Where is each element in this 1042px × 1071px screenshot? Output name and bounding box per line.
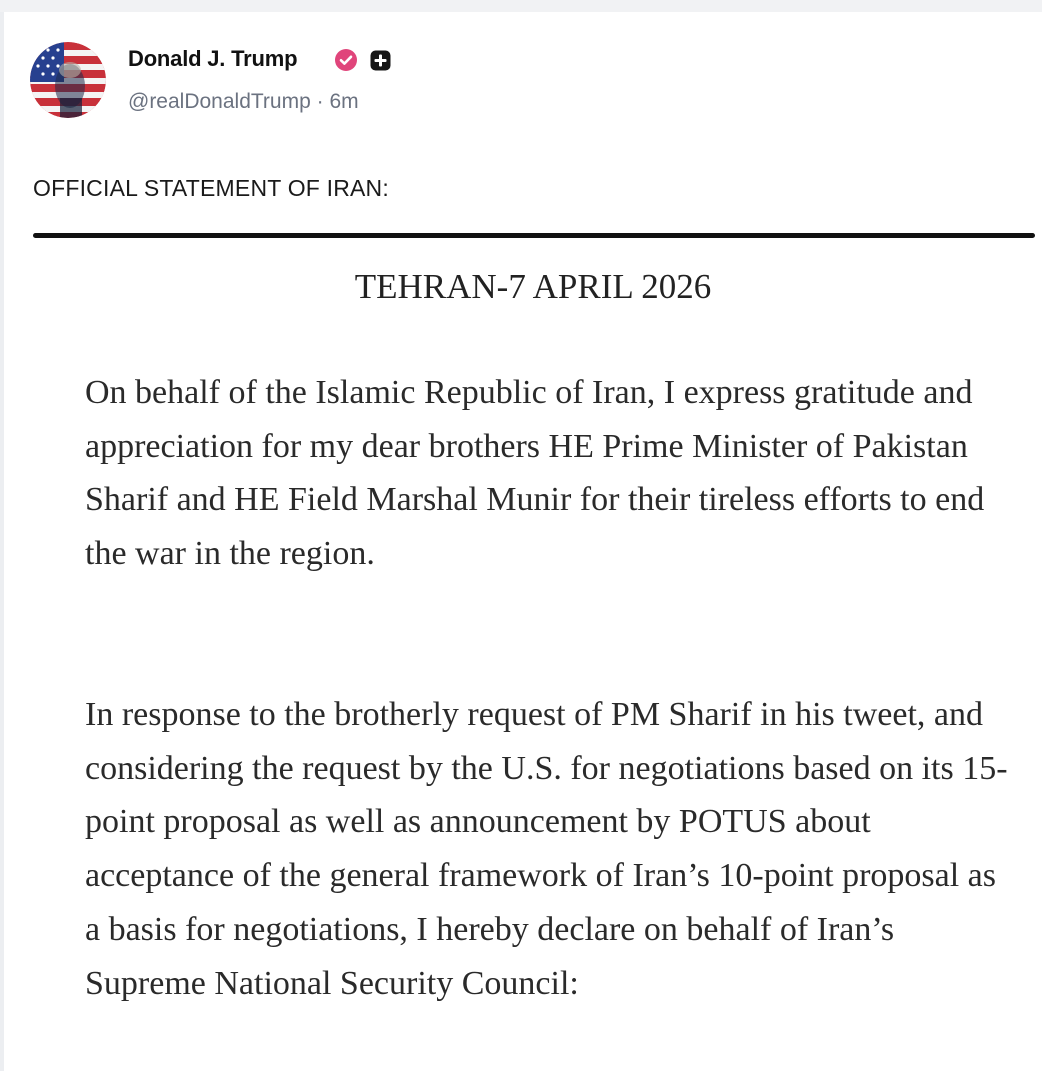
statement-top-rule (33, 233, 1035, 238)
author-handle[interactable]: @realDonaldTrump (128, 90, 311, 113)
avatar[interactable] (30, 42, 106, 118)
post-time[interactable]: 6m (329, 90, 359, 113)
meta-separator: · (310, 90, 330, 113)
post-header (30, 42, 730, 120)
author-name[interactable]: Donald J. Trump (128, 46, 298, 71)
flag-portrait-avatar-icon (30, 42, 106, 118)
statement-paragraph-2: In response to the brotherly request of PM Sharif in his tweet, and considering the request by the U.S. for negotiations based on its 15-point proposal as well as announcement by POTUS about acceptance of the general framework of Iran’s 10-point proposal as a basis for negotiations, I hereby declare on behalf of Iran’s Supreme National Security Council: (85, 696, 1008, 1002)
left-border (0, 12, 4, 1071)
statement-paragraph-1: On behalf of the Islamic Republic of Iran, I express gratitude and appreciation for my dear brothers HE Prime Minister of Pakistan Sharif and HE Field Marshal Munir for their tireless efforts to end the war in the region. (85, 374, 985, 573)
plus-badge-icon[interactable] (370, 50, 391, 71)
verified-badge-icon (334, 48, 358, 72)
post-intro-text: OFFICIAL STATEMENT OF IRAN: (33, 175, 389, 201)
handle-line (128, 90, 359, 114)
top-strip (0, 0, 1042, 12)
statement-dateline: TEHRAN-7 APRIL 2026 (354, 267, 712, 306)
